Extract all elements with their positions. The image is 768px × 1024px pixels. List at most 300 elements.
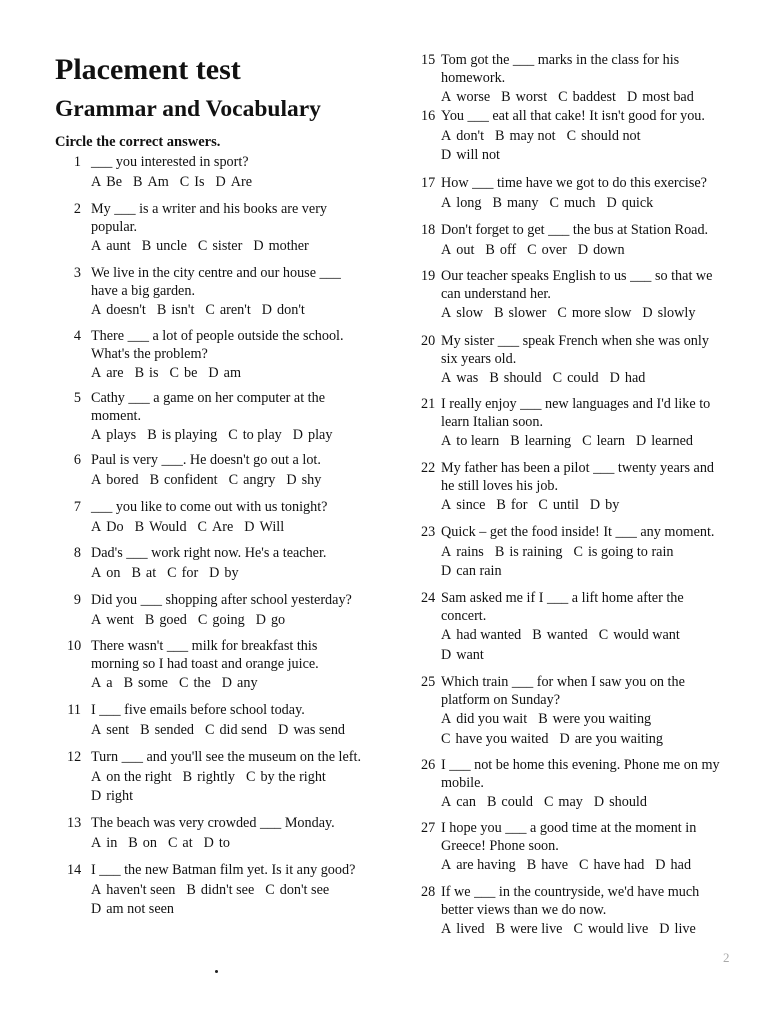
instruction-text: Circle the correct answers. bbox=[55, 134, 221, 150]
option-letter: D bbox=[635, 433, 647, 449]
answer-option[interactable] bbox=[606, 195, 653, 213]
answer-option-row bbox=[91, 365, 401, 383]
option-letter: C bbox=[549, 194, 559, 211]
question-item bbox=[67, 815, 401, 852]
answer-option-row bbox=[91, 675, 401, 693]
option-text: have bbox=[541, 857, 568, 873]
option-text: did you wait bbox=[456, 711, 528, 727]
option-letter: B bbox=[496, 497, 506, 513]
answer-option[interactable] bbox=[91, 238, 131, 256]
option-text: are having bbox=[456, 857, 516, 873]
option-text: have you waited bbox=[455, 730, 549, 747]
option-text: at bbox=[182, 834, 193, 851]
answer-option[interactable] bbox=[142, 238, 187, 256]
option-text: had bbox=[670, 857, 692, 873]
option-text: be bbox=[183, 365, 198, 381]
question-number: 3 bbox=[73, 265, 81, 281]
answer-option[interactable] bbox=[91, 675, 113, 693]
option-text: will not bbox=[456, 147, 500, 163]
answer-option[interactable] bbox=[501, 89, 547, 107]
question-number: 6 bbox=[73, 452, 81, 468]
option-letter: D bbox=[91, 788, 102, 804]
answer-option[interactable] bbox=[441, 647, 484, 665]
answer-option[interactable] bbox=[441, 627, 521, 645]
question-text: ___ you like to come out with us tonight? bbox=[91, 499, 328, 515]
question-number: 16 bbox=[421, 108, 436, 124]
answer-option[interactable] bbox=[253, 238, 308, 256]
answer-option[interactable] bbox=[441, 497, 485, 515]
question-number: 22 bbox=[421, 460, 436, 476]
answer-option[interactable] bbox=[599, 627, 680, 645]
answer-option[interactable] bbox=[574, 544, 674, 562]
answer-option[interactable] bbox=[91, 565, 120, 583]
option-letter: D bbox=[91, 901, 102, 917]
option-letter: C bbox=[197, 611, 208, 628]
answer-option[interactable] bbox=[579, 857, 644, 875]
answer-options bbox=[71, 675, 401, 693]
answer-options bbox=[71, 722, 401, 740]
option-text: quick bbox=[621, 194, 654, 211]
answer-option[interactable] bbox=[205, 302, 250, 320]
option-letter: D bbox=[609, 370, 620, 386]
answer-option[interactable] bbox=[441, 305, 483, 323]
option-text: is going to rain bbox=[587, 543, 674, 560]
option-text: going bbox=[212, 611, 245, 628]
question-number: 19 bbox=[421, 268, 436, 284]
option-letter: B bbox=[486, 794, 497, 810]
answer-option[interactable] bbox=[487, 794, 533, 812]
option-text: aren't bbox=[219, 302, 251, 318]
answer-option[interactable] bbox=[627, 89, 694, 107]
answer-option-row bbox=[441, 731, 741, 749]
question-text: I really enjoy ___ new languages and I'd like to learn Italian soon. bbox=[441, 396, 711, 430]
option-letter: C bbox=[558, 89, 568, 105]
answer-option[interactable] bbox=[265, 882, 329, 900]
question-text: ___ you interested in sport? bbox=[91, 154, 249, 170]
answer-option[interactable] bbox=[91, 427, 136, 445]
answer-option[interactable] bbox=[441, 147, 500, 165]
option-letter: A bbox=[441, 497, 452, 513]
page-title: Placement test bbox=[55, 53, 241, 86]
answer-options bbox=[71, 519, 401, 537]
option-letter: B bbox=[134, 518, 145, 535]
option-letter: D bbox=[659, 921, 670, 937]
option-text: most bad bbox=[642, 89, 694, 105]
answer-option[interactable] bbox=[140, 722, 194, 740]
answer-option[interactable] bbox=[91, 882, 175, 900]
option-text: for bbox=[181, 564, 199, 581]
stray-dot bbox=[215, 970, 218, 973]
question-item bbox=[71, 390, 401, 445]
question-text: I ___ the new Batman film yet. Is it any good? bbox=[91, 862, 356, 878]
answer-option[interactable] bbox=[91, 365, 124, 383]
option-letter: D bbox=[221, 675, 233, 691]
answer-option[interactable] bbox=[527, 242, 567, 260]
option-letter: D bbox=[253, 238, 264, 254]
option-text: worst bbox=[515, 89, 548, 105]
answer-options bbox=[421, 128, 741, 165]
option-text: could bbox=[501, 794, 533, 810]
question-item bbox=[71, 545, 401, 582]
option-text: over bbox=[541, 241, 567, 258]
option-text: don't see bbox=[279, 881, 330, 898]
answer-option-row bbox=[91, 302, 401, 320]
question-item bbox=[71, 499, 401, 536]
option-text: bored bbox=[106, 471, 139, 488]
question-item bbox=[67, 638, 401, 693]
answer-option[interactable] bbox=[441, 563, 502, 581]
answer-option[interactable] bbox=[180, 174, 205, 192]
answer-options bbox=[71, 302, 401, 320]
answer-option[interactable] bbox=[559, 731, 663, 749]
question-text: If we ___ in the countryside, we'd have much better views than we do now. bbox=[441, 884, 700, 918]
option-letter: D bbox=[209, 564, 220, 581]
answer-option-row bbox=[91, 238, 401, 256]
answer-option[interactable] bbox=[128, 835, 157, 853]
option-text: is raining bbox=[509, 543, 563, 560]
answer-option[interactable] bbox=[496, 497, 527, 515]
option-letter: A bbox=[91, 427, 102, 443]
option-text: could bbox=[567, 370, 599, 386]
option-text: live bbox=[674, 921, 696, 937]
option-letter: B bbox=[128, 834, 138, 851]
answer-option[interactable] bbox=[246, 769, 326, 787]
answer-option[interactable] bbox=[494, 305, 546, 323]
answer-options bbox=[71, 427, 401, 445]
option-text: in bbox=[106, 834, 118, 851]
answer-option[interactable] bbox=[208, 365, 241, 383]
question-number: 17 bbox=[421, 175, 436, 191]
answer-option[interactable] bbox=[492, 195, 538, 213]
option-text: was send bbox=[293, 721, 346, 738]
answer-option[interactable] bbox=[590, 497, 619, 515]
answer-options bbox=[71, 472, 401, 490]
option-letter: C bbox=[178, 675, 189, 691]
answer-option[interactable] bbox=[186, 882, 254, 900]
option-letter: A bbox=[91, 768, 102, 785]
option-text: the bbox=[193, 675, 211, 691]
answer-option[interactable] bbox=[578, 242, 625, 260]
answer-option-row bbox=[91, 835, 401, 853]
option-text: lived bbox=[456, 921, 485, 937]
answer-option-row bbox=[441, 544, 741, 562]
answer-option[interactable] bbox=[135, 365, 159, 383]
option-letter: B bbox=[147, 427, 157, 443]
question-item bbox=[421, 590, 741, 664]
answer-option[interactable] bbox=[124, 675, 168, 693]
answer-option[interactable] bbox=[91, 302, 146, 320]
option-text: worse bbox=[456, 89, 491, 105]
option-text: have had bbox=[593, 857, 645, 873]
option-letter: C bbox=[566, 127, 577, 144]
option-letter: B bbox=[495, 921, 506, 937]
option-letter: B bbox=[144, 611, 155, 628]
answer-option[interactable] bbox=[544, 794, 583, 812]
answer-option[interactable] bbox=[205, 722, 267, 740]
option-letter: C bbox=[205, 302, 215, 318]
answer-option[interactable] bbox=[228, 427, 281, 445]
answer-option-row bbox=[441, 563, 741, 581]
answer-options bbox=[71, 835, 401, 853]
option-letter: B bbox=[492, 194, 502, 211]
answer-option[interactable] bbox=[441, 242, 474, 260]
answer-option[interactable] bbox=[441, 370, 478, 388]
option-letter: B bbox=[149, 471, 160, 488]
answer-option[interactable] bbox=[244, 519, 284, 537]
answer-option[interactable] bbox=[91, 788, 133, 806]
option-letter: B bbox=[140, 721, 150, 738]
answer-option[interactable] bbox=[168, 835, 193, 853]
option-letter: C bbox=[538, 497, 548, 513]
answer-option[interactable] bbox=[557, 305, 631, 323]
option-text: right bbox=[106, 788, 134, 804]
option-letter: C bbox=[543, 794, 554, 810]
answer-option[interactable] bbox=[582, 433, 625, 451]
answer-option[interactable] bbox=[91, 472, 139, 490]
answer-option[interactable] bbox=[170, 365, 198, 383]
option-letter: A bbox=[441, 241, 452, 258]
answer-option[interactable] bbox=[441, 128, 484, 146]
option-letter: D bbox=[244, 518, 255, 535]
answer-option[interactable] bbox=[91, 519, 124, 537]
option-text: may not bbox=[509, 127, 556, 144]
answer-option[interactable] bbox=[198, 519, 234, 537]
answer-option[interactable] bbox=[157, 302, 195, 320]
option-text: would want bbox=[613, 627, 680, 643]
option-text: any bbox=[237, 675, 258, 691]
answer-option[interactable] bbox=[91, 835, 117, 853]
answer-option[interactable] bbox=[229, 472, 276, 490]
answer-option[interactable] bbox=[655, 857, 691, 875]
answer-option[interactable] bbox=[179, 675, 211, 693]
answer-option[interactable] bbox=[183, 769, 235, 787]
option-text: went bbox=[106, 611, 134, 628]
answer-option[interactable] bbox=[441, 711, 527, 729]
question-number: 4 bbox=[73, 328, 81, 344]
option-letter: D bbox=[208, 365, 219, 381]
answer-option-row bbox=[441, 711, 741, 729]
answer-option[interactable] bbox=[573, 921, 648, 939]
option-text: out bbox=[456, 241, 475, 258]
option-text: rightly bbox=[197, 768, 235, 785]
option-letter: A bbox=[441, 857, 452, 873]
option-letter: D bbox=[441, 563, 452, 579]
answer-option[interactable] bbox=[204, 835, 230, 853]
option-letter: B bbox=[134, 365, 145, 381]
option-letter: D bbox=[441, 147, 452, 163]
option-text: at bbox=[145, 564, 157, 581]
answer-option[interactable] bbox=[441, 195, 481, 213]
option-text: was bbox=[456, 370, 479, 386]
answer-option[interactable] bbox=[145, 612, 187, 630]
option-text: goed bbox=[159, 611, 187, 628]
answer-option-row bbox=[91, 882, 401, 900]
option-letter: D bbox=[593, 794, 605, 810]
answer-options bbox=[421, 857, 741, 875]
option-text: are you waiting bbox=[574, 730, 663, 747]
answer-option-row bbox=[441, 89, 741, 107]
answer-option[interactable] bbox=[558, 89, 616, 107]
answer-option[interactable] bbox=[441, 921, 485, 939]
answer-option[interactable] bbox=[147, 427, 217, 445]
option-text: learned bbox=[651, 433, 693, 449]
option-letter: D bbox=[215, 173, 226, 190]
answer-option-row bbox=[91, 174, 401, 192]
option-letter: A bbox=[91, 173, 102, 190]
option-letter: A bbox=[441, 194, 452, 211]
answer-option[interactable] bbox=[441, 89, 490, 107]
answer-option[interactable] bbox=[215, 174, 252, 192]
option-text: play bbox=[307, 427, 333, 443]
option-text: is bbox=[149, 365, 159, 381]
option-text: aunt bbox=[106, 238, 131, 254]
answer-option[interactable] bbox=[198, 612, 245, 630]
option-text: baddest bbox=[572, 89, 616, 105]
answer-options bbox=[421, 433, 741, 451]
option-text: sister bbox=[212, 238, 243, 254]
option-letter: D bbox=[255, 611, 266, 628]
answer-option[interactable] bbox=[485, 242, 516, 260]
answer-option[interactable] bbox=[441, 544, 484, 562]
answer-option[interactable] bbox=[91, 901, 174, 919]
question-text: Don't forget to get ___ the bus at Station Road. bbox=[441, 222, 709, 238]
option-letter: C bbox=[579, 857, 589, 873]
answer-option-row bbox=[91, 427, 401, 445]
answer-options bbox=[421, 497, 741, 515]
answer-option-row bbox=[441, 370, 741, 388]
question-item bbox=[67, 862, 401, 919]
question-item bbox=[421, 333, 741, 388]
option-text: Would bbox=[149, 518, 187, 535]
option-letter: A bbox=[441, 370, 452, 386]
option-text: should not bbox=[581, 127, 641, 144]
option-text: Are bbox=[212, 518, 234, 535]
option-letter: C bbox=[573, 543, 583, 560]
answer-option-row bbox=[91, 519, 401, 537]
answer-option[interactable] bbox=[496, 921, 563, 939]
option-text: Is bbox=[194, 173, 205, 190]
option-text: a bbox=[106, 675, 113, 691]
question-item bbox=[71, 201, 401, 256]
answer-option[interactable] bbox=[489, 370, 541, 388]
answer-option[interactable] bbox=[150, 472, 218, 490]
option-letter: B bbox=[133, 173, 143, 190]
option-text: shy bbox=[301, 471, 322, 488]
option-text: mother bbox=[268, 238, 309, 254]
answer-option[interactable] bbox=[262, 302, 305, 320]
answer-option[interactable] bbox=[293, 427, 333, 445]
answer-option[interactable] bbox=[91, 769, 172, 787]
option-text: slowly bbox=[657, 305, 696, 321]
answer-option-row bbox=[441, 128, 741, 146]
option-letter: A bbox=[91, 302, 102, 318]
answer-options bbox=[71, 612, 401, 630]
question-text: Turn ___ and you'll see the museum on the left. bbox=[91, 749, 361, 765]
answer-option[interactable] bbox=[133, 174, 169, 192]
option-letter: B bbox=[495, 127, 505, 144]
answer-option[interactable] bbox=[167, 565, 198, 583]
answer-option[interactable] bbox=[642, 305, 695, 323]
answer-option[interactable] bbox=[553, 370, 599, 388]
question-item bbox=[421, 175, 741, 212]
answer-option[interactable] bbox=[441, 433, 499, 451]
answer-options bbox=[421, 242, 741, 260]
question-number: 28 bbox=[421, 884, 436, 900]
option-letter: C bbox=[204, 721, 215, 738]
answer-option[interactable] bbox=[441, 794, 476, 812]
option-text: angry bbox=[243, 471, 276, 488]
option-letter: C bbox=[169, 365, 179, 381]
option-text: learn bbox=[596, 433, 625, 449]
question-item bbox=[421, 108, 741, 165]
option-letter: C bbox=[228, 427, 238, 443]
option-text: since bbox=[456, 497, 486, 513]
option-letter: B bbox=[510, 433, 520, 449]
option-text: slower bbox=[508, 305, 547, 321]
answer-option[interactable] bbox=[131, 565, 156, 583]
answer-option[interactable] bbox=[441, 731, 548, 749]
answer-option[interactable] bbox=[636, 433, 693, 451]
answer-option[interactable] bbox=[567, 128, 641, 146]
answer-option[interactable] bbox=[495, 128, 556, 146]
answer-option[interactable] bbox=[209, 565, 238, 583]
option-letter: D bbox=[577, 241, 589, 258]
answer-option[interactable] bbox=[659, 921, 696, 939]
answer-option[interactable] bbox=[198, 238, 242, 256]
question-number: 13 bbox=[67, 815, 82, 831]
question-number: 18 bbox=[421, 222, 436, 238]
answer-option[interactable] bbox=[510, 433, 571, 451]
answer-option[interactable] bbox=[91, 612, 134, 630]
option-text: Am bbox=[147, 173, 169, 190]
option-text: long bbox=[456, 194, 482, 211]
answer-option[interactable] bbox=[91, 722, 129, 740]
answer-option[interactable] bbox=[441, 857, 516, 875]
answer-option[interactable] bbox=[527, 857, 568, 875]
option-letter: C bbox=[573, 921, 583, 937]
answer-option[interactable] bbox=[594, 794, 647, 812]
option-letter: A bbox=[441, 305, 452, 321]
answer-option[interactable] bbox=[495, 544, 563, 562]
answer-option[interactable] bbox=[286, 472, 321, 490]
question-text: Sam asked me if I ___ a lift home after the concert. bbox=[441, 590, 684, 624]
answer-option[interactable] bbox=[222, 675, 258, 693]
answer-option[interactable] bbox=[532, 627, 587, 645]
option-text: slow bbox=[456, 305, 484, 321]
answer-option[interactable] bbox=[538, 711, 651, 729]
option-text: go bbox=[270, 611, 286, 628]
answer-options bbox=[421, 89, 741, 107]
answer-option[interactable] bbox=[256, 612, 285, 630]
option-letter: B bbox=[489, 370, 499, 386]
answer-option[interactable] bbox=[278, 722, 345, 740]
question-number: 24 bbox=[421, 590, 436, 606]
answer-option[interactable] bbox=[135, 519, 187, 537]
option-text: is playing bbox=[161, 427, 218, 443]
option-text: for bbox=[510, 497, 528, 513]
answer-options bbox=[421, 921, 741, 939]
answer-option[interactable] bbox=[549, 195, 595, 213]
answer-option[interactable] bbox=[610, 370, 646, 388]
option-letter: A bbox=[441, 89, 452, 105]
page-subtitle: Grammar and Vocabulary bbox=[55, 96, 321, 122]
option-text: down bbox=[593, 241, 625, 258]
option-text: sended bbox=[154, 721, 194, 738]
answer-option[interactable] bbox=[91, 174, 122, 192]
answer-option[interactable] bbox=[538, 497, 578, 515]
answer-options bbox=[421, 370, 741, 388]
option-text: on the right bbox=[106, 768, 172, 785]
